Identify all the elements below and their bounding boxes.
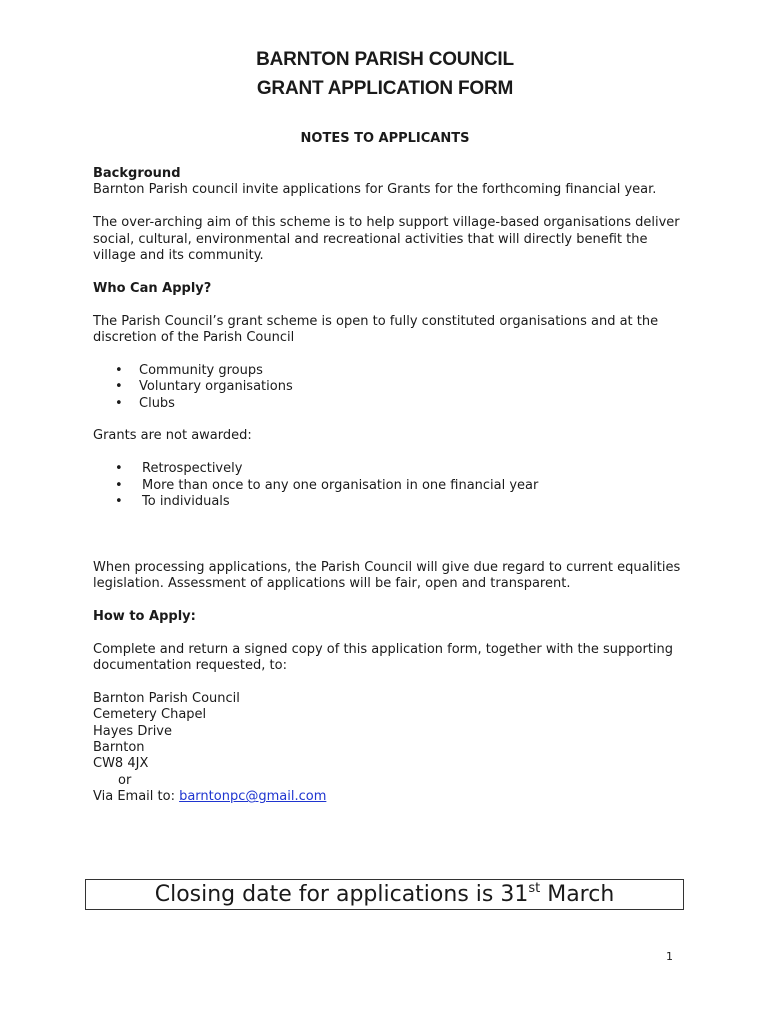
bullet-icon: • <box>115 494 123 510</box>
list-item: • Community groups <box>115 362 263 378</box>
how-to-apply-heading: How to Apply: <box>93 608 196 624</box>
address-line: Barnton <box>93 740 145 756</box>
not-awarded-list <box>93 461 683 510</box>
email-line <box>93 789 683 805</box>
bullet-icon: • <box>115 379 123 395</box>
bullet-icon: • <box>115 395 123 411</box>
page-number: 1 <box>666 950 673 963</box>
address-line: Barnton Parish Council <box>93 690 240 706</box>
address-line: CW8 4JX <box>93 756 149 772</box>
closing-date-superscript: st <box>528 881 541 896</box>
not-awarded-intro: Grants are not awarded: <box>93 428 252 444</box>
closing-date-month: March <box>540 882 615 907</box>
postal-address <box>93 691 683 773</box>
email-prefix: Via Email to: <box>93 789 180 805</box>
address-line: Hayes Drive <box>93 723 172 739</box>
background-heading: Background <box>93 166 181 181</box>
closing-date-text: Closing date for applications is 31 <box>154 882 529 907</box>
list-item: • To individuals <box>115 494 230 510</box>
who-can-apply-heading: Who Can Apply? <box>93 280 212 296</box>
document-body <box>93 166 683 806</box>
list-item: • More than once to any one organisation in one financial year <box>115 477 539 493</box>
email-link[interactable]: barntonpc@gmail.com <box>179 789 327 805</box>
bullet-icon: • <box>115 362 123 378</box>
list-item: • Retrospectively <box>115 461 243 477</box>
bullet-icon: • <box>115 461 123 477</box>
bullet-icon: • <box>115 477 123 493</box>
how-to-apply-intro: Complete and return a signed copy of this application form, together with the supporting documentation requested, to: <box>93 641 674 674</box>
closing-date-box <box>85 879 684 910</box>
page-title-line2: GRANT APPLICATION FORM <box>256 78 514 99</box>
address-line: Cemetery Chapel <box>93 707 207 723</box>
list-item: • Voluntary organisations <box>115 379 293 395</box>
background-paragraph-1: Barnton Parish council invite applications for Grants for the forthcoming financial year. <box>93 182 657 198</box>
list-item: • Clubs <box>115 395 175 411</box>
background-paragraph-2: The over-arching aim of this scheme is to help support village-based organisations deliver social, cultural, environmental and recreational activities that will directly benefit the village and its community. <box>93 215 680 264</box>
equalities-paragraph: When processing applications, the Parish Council will give due regard to current equalities legislation. Assessment of applications will be fair, open and transparent. <box>93 559 681 592</box>
section-subtitle: NOTES TO APPLICANTS <box>300 131 470 146</box>
page-title-line1: BARNTON PARISH COUNCIL <box>256 49 514 70</box>
who-can-apply-intro: The Parish Council’s grant scheme is open to fully constituted organisations and at the discretion of the Parish Council <box>93 313 659 346</box>
or-separator: or <box>118 772 132 788</box>
eligible-list <box>93 363 683 412</box>
